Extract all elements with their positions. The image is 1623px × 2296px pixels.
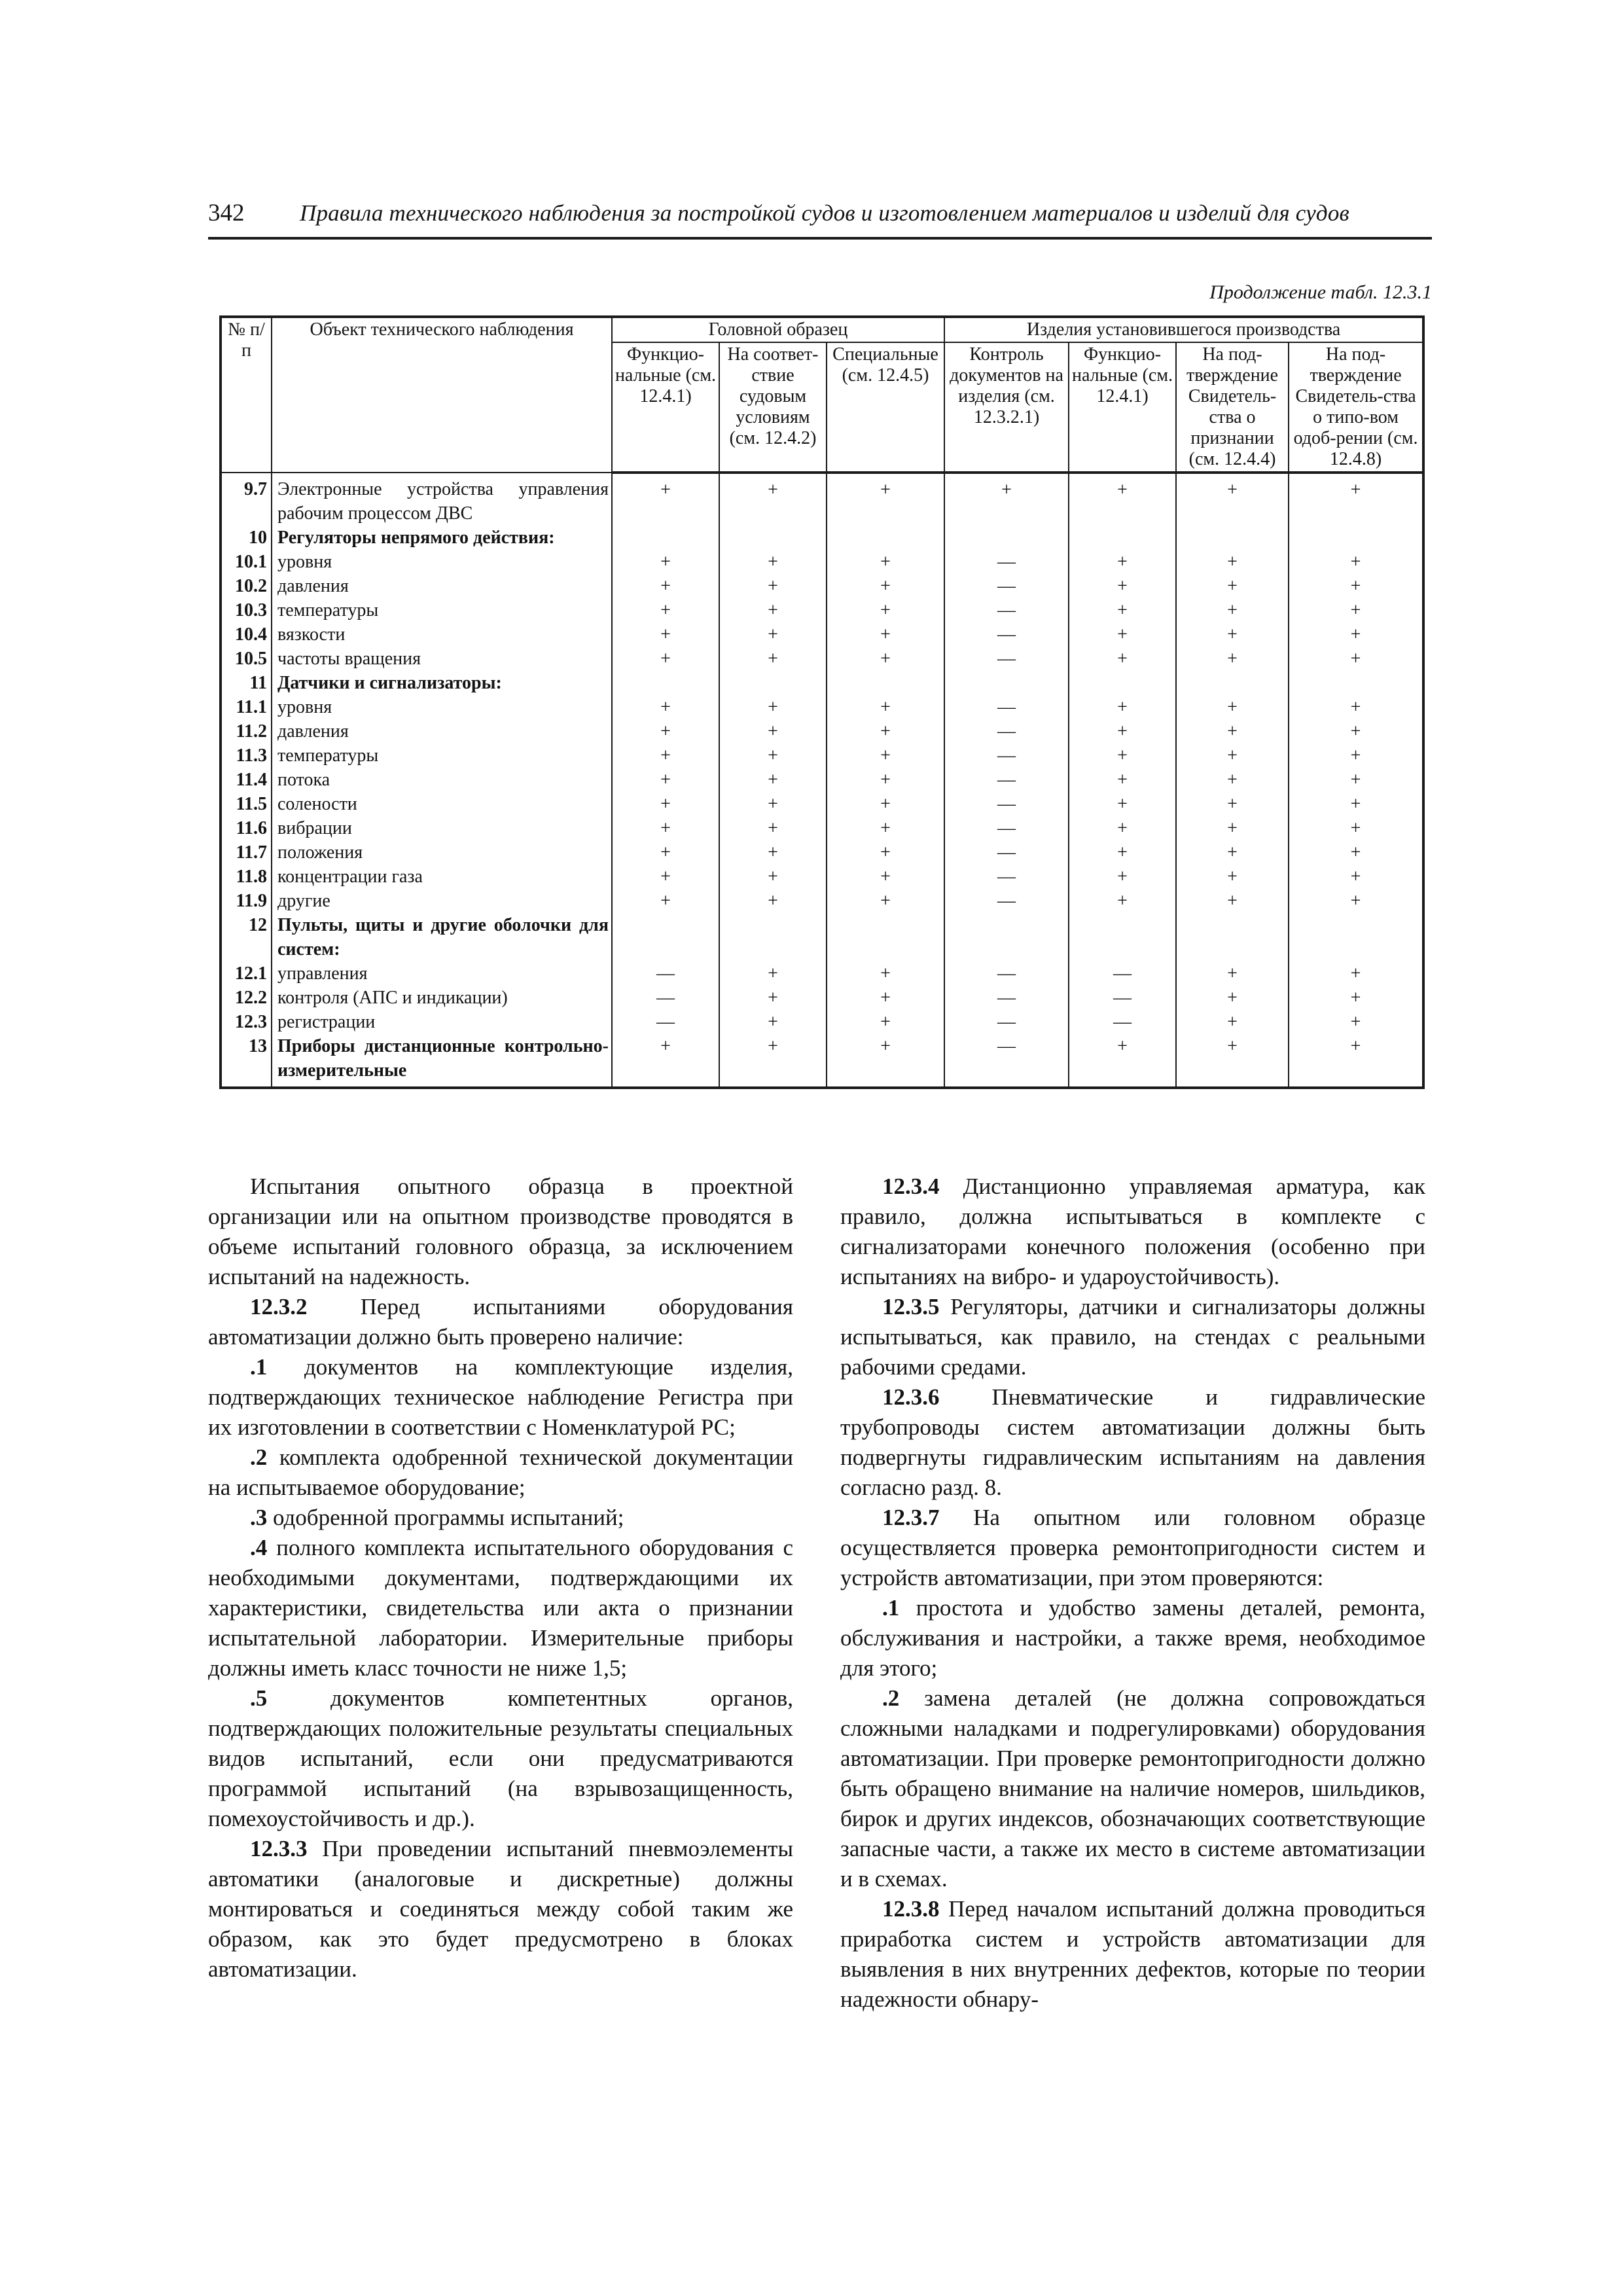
- clause-number: 12.3.3: [250, 1836, 308, 1861]
- clause-number: .1: [882, 1595, 900, 1621]
- row-mark: +: [612, 719, 719, 744]
- row-mark: +: [827, 550, 944, 574]
- row-mark: +: [827, 1010, 944, 1034]
- row-object: контроля (АПС и индикации): [272, 986, 612, 1010]
- row-mark: +: [719, 816, 827, 840]
- paragraph-text: Перед испытаниями оборудования автоматизации должно быть проверено наличие:: [208, 1294, 793, 1350]
- row-object: Регуляторы непрямого действия:: [272, 526, 612, 550]
- row-mark: +: [719, 719, 827, 744]
- row-mark: +: [1176, 768, 1289, 792]
- row-mark: —: [944, 1034, 1069, 1088]
- row-mark: +: [612, 792, 719, 816]
- row-mark: —: [944, 695, 1069, 719]
- row-mark: +: [1176, 986, 1289, 1010]
- row-mark: +: [1289, 695, 1423, 719]
- row-mark: —: [944, 574, 1069, 598]
- row-mark: +: [1069, 744, 1176, 768]
- row-mark: [612, 671, 719, 695]
- row-mark: +: [1289, 574, 1423, 598]
- row-mark: +: [1069, 1034, 1176, 1088]
- clause-number: 12.3.2: [250, 1294, 308, 1319]
- row-mark: [719, 913, 827, 961]
- row-mark: +: [1069, 647, 1176, 671]
- row-mark: —: [944, 719, 1069, 744]
- row-mark: +: [612, 473, 719, 526]
- row-object: давления: [272, 574, 612, 598]
- row-object: концентрации газа: [272, 865, 612, 889]
- paragraph: [840, 1593, 1425, 1683]
- paragraph: [208, 1172, 793, 1292]
- row-mark: [1069, 526, 1176, 550]
- row-number: 10: [221, 526, 272, 550]
- clause-number: 12.3.8: [882, 1896, 940, 1922]
- paragraph-text: Пневматические и гидравлические трубопроводы систем автоматизации должны быть подвергнуты гидравлическим испытаниям на давления согласно разд. 8.: [840, 1384, 1425, 1500]
- row-mark: +: [719, 792, 827, 816]
- row-object: Датчики и сигнализаторы:: [272, 671, 612, 695]
- header-group-serial: Изделия установившегося производства: [944, 317, 1423, 342]
- row-mark: +: [612, 744, 719, 768]
- row-object: уровня: [272, 550, 612, 574]
- row-mark: +: [1069, 865, 1176, 889]
- row-mark: +: [827, 840, 944, 865]
- row-mark: —: [944, 550, 1069, 574]
- paragraph: [208, 1533, 793, 1683]
- row-mark: +: [827, 719, 944, 744]
- paragraph: [208, 1683, 793, 1834]
- row-mark: +: [1176, 865, 1289, 889]
- paragraph-text: Дистанционно управляемая арматура, как правило, должна испытываться в комплекте с сигнализаторами конечного положения (особенно при испытаниях на вибро- и удароустойчивость).: [840, 1174, 1425, 1289]
- row-mark: +: [612, 768, 719, 792]
- paragraph-text: Перед началом испытаний должна проводиться приработка систем и устройств автоматизации для выявления в них внутренних дефектов, которые по теории надежности обнару-: [840, 1896, 1425, 2012]
- row-number: 12.2: [221, 986, 272, 1010]
- row-number: 11: [221, 671, 272, 695]
- table-row: [221, 1034, 1423, 1088]
- row-number: 10.2: [221, 574, 272, 598]
- row-mark: +: [612, 840, 719, 865]
- row-mark: +: [719, 986, 827, 1010]
- row-mark: +: [612, 816, 719, 840]
- row-object: температуры: [272, 598, 612, 622]
- row-mark: +: [612, 647, 719, 671]
- row-mark: —: [944, 792, 1069, 816]
- row-mark: [1069, 913, 1176, 961]
- row-mark: +: [612, 622, 719, 647]
- row-mark: +: [1069, 768, 1176, 792]
- clause-number: .4: [250, 1535, 268, 1560]
- row-mark: —: [944, 816, 1069, 840]
- row-mark: [719, 671, 827, 695]
- row-mark: +: [719, 1010, 827, 1034]
- row-mark: +: [827, 889, 944, 913]
- paragraph: [840, 1683, 1425, 1894]
- row-number: 13: [221, 1034, 272, 1088]
- paragraph-text: одобренной программы испытаний;: [267, 1505, 624, 1530]
- row-mark: +: [612, 889, 719, 913]
- running-title: Правила технического наблюдения за постройкой судов и изготовлением материалов и изделий для судов: [300, 200, 1349, 226]
- table-row: [221, 913, 1423, 961]
- row-mark: [719, 526, 827, 550]
- header-col-7: На под-тверждение Свидетель-ства о типо-вом одоб-рении (см. 12.4.8): [1289, 342, 1423, 473]
- table-row: [221, 647, 1423, 671]
- row-mark: +: [1176, 961, 1289, 986]
- row-number: 11.3: [221, 744, 272, 768]
- row-object: другие: [272, 889, 612, 913]
- row-mark: +: [1176, 647, 1289, 671]
- row-number: 9.7: [221, 473, 272, 526]
- row-mark: [1176, 913, 1289, 961]
- table-row: [221, 792, 1423, 816]
- row-mark: +: [1289, 550, 1423, 574]
- row-object: положения: [272, 840, 612, 865]
- row-mark: +: [827, 986, 944, 1010]
- row-number: 10.1: [221, 550, 272, 574]
- row-object: частоты вращения: [272, 647, 612, 671]
- left-text-column: [208, 1172, 793, 1984]
- table-body: [221, 473, 1423, 1088]
- row-mark: +: [719, 889, 827, 913]
- right-text-column: [840, 1172, 1425, 2015]
- header-col-5: Функцио-нальные (см. 12.4.1): [1069, 342, 1176, 473]
- row-mark: +: [612, 550, 719, 574]
- row-mark: +: [1176, 792, 1289, 816]
- table-row: [221, 574, 1423, 598]
- row-mark: +: [1069, 889, 1176, 913]
- row-mark: —: [944, 889, 1069, 913]
- row-mark: +: [1069, 622, 1176, 647]
- row-mark: +: [827, 865, 944, 889]
- row-object: уровня: [272, 695, 612, 719]
- row-mark: +: [719, 622, 827, 647]
- row-mark: +: [1069, 719, 1176, 744]
- row-number: 12: [221, 913, 272, 961]
- row-mark: +: [1069, 473, 1176, 526]
- row-mark: —: [944, 986, 1069, 1010]
- row-mark: +: [719, 744, 827, 768]
- row-mark: +: [1289, 744, 1423, 768]
- row-mark: —: [1069, 986, 1176, 1010]
- row-mark: +: [612, 598, 719, 622]
- row-mark: +: [827, 647, 944, 671]
- row-mark: +: [1289, 840, 1423, 865]
- row-mark: +: [1289, 1010, 1423, 1034]
- row-mark: +: [1176, 622, 1289, 647]
- paragraph: [840, 1503, 1425, 1593]
- paragraph: [840, 1382, 1425, 1503]
- row-mark: +: [1176, 816, 1289, 840]
- row-mark: +: [719, 647, 827, 671]
- row-number: 11.2: [221, 719, 272, 744]
- clause-number: 12.3.6: [882, 1384, 940, 1410]
- paragraph: [208, 1443, 793, 1503]
- table-row: [221, 671, 1423, 695]
- row-mark: +: [1289, 598, 1423, 622]
- row-mark: +: [1069, 816, 1176, 840]
- row-mark: +: [1289, 719, 1423, 744]
- row-mark: +: [1289, 622, 1423, 647]
- row-mark: +: [827, 816, 944, 840]
- row-mark: +: [612, 1034, 719, 1088]
- row-mark: +: [944, 473, 1069, 526]
- row-mark: +: [1176, 744, 1289, 768]
- row-mark: +: [1289, 473, 1423, 526]
- row-number: 11.1: [221, 695, 272, 719]
- row-number: 11.5: [221, 792, 272, 816]
- row-mark: +: [1289, 816, 1423, 840]
- header-col-6: На под-тверждение Свидетель-ства о признании (см. 12.4.4): [1176, 342, 1289, 473]
- row-mark: —: [1069, 961, 1176, 986]
- row-mark: —: [944, 744, 1069, 768]
- row-mark: +: [827, 1034, 944, 1088]
- row-mark: —: [612, 986, 719, 1010]
- row-number: 10.3: [221, 598, 272, 622]
- row-number: 11.8: [221, 865, 272, 889]
- row-mark: —: [944, 840, 1069, 865]
- row-number: 10.4: [221, 622, 272, 647]
- row-number: 11.4: [221, 768, 272, 792]
- row-mark: +: [1069, 550, 1176, 574]
- row-mark: —: [944, 961, 1069, 986]
- row-number: 11.6: [221, 816, 272, 840]
- row-mark: +: [827, 574, 944, 598]
- header-object: Объект технического наблюдения: [272, 317, 612, 473]
- table-caption: Продолжение табл. 12.3.1: [1209, 281, 1432, 303]
- row-object: регистрации: [272, 1010, 612, 1034]
- row-mark: —: [612, 1010, 719, 1034]
- row-number: 12.3: [221, 1010, 272, 1034]
- row-mark: [1289, 671, 1423, 695]
- row-mark: +: [719, 840, 827, 865]
- paragraph: [840, 1292, 1425, 1382]
- row-mark: +: [1289, 792, 1423, 816]
- table-row: [221, 961, 1423, 986]
- row-mark: +: [1176, 1010, 1289, 1034]
- paragraph: [840, 1894, 1425, 2015]
- row-mark: +: [1176, 840, 1289, 865]
- table-row: [221, 550, 1423, 574]
- row-mark: [944, 671, 1069, 695]
- row-mark: +: [719, 768, 827, 792]
- paragraph-text: Регуляторы, датчики и сигнализаторы должны испытываться, как правило, на стендах с реальными рабочими средами.: [840, 1294, 1425, 1380]
- table-row: [221, 816, 1423, 840]
- row-mark: +: [612, 865, 719, 889]
- paragraph-text: При проведении испытаний пневмоэлементы автоматики (аналоговые и дискретные) должны монтироваться и соединяться между собой таким же образом, как это будет предусмотрено в блоках автоматизации.: [208, 1836, 793, 1982]
- row-mark: [1069, 671, 1176, 695]
- row-mark: [944, 526, 1069, 550]
- clause-number: 12.3.5: [882, 1294, 940, 1319]
- row-mark: +: [827, 473, 944, 526]
- row-mark: +: [719, 865, 827, 889]
- table-row: [221, 473, 1423, 526]
- table-row: [221, 744, 1423, 768]
- row-mark: +: [719, 961, 827, 986]
- row-mark: +: [1176, 889, 1289, 913]
- row-number: 11.7: [221, 840, 272, 865]
- table-row: [221, 865, 1423, 889]
- row-object: температуры: [272, 744, 612, 768]
- clause-number: .2: [882, 1685, 900, 1711]
- header-col-1: Функцио-нальные (см. 12.4.1): [612, 342, 719, 473]
- row-mark: +: [1176, 695, 1289, 719]
- row-mark: —: [944, 598, 1069, 622]
- row-mark: +: [1289, 961, 1423, 986]
- row-mark: +: [827, 768, 944, 792]
- table-row: [221, 719, 1423, 744]
- row-mark: +: [827, 695, 944, 719]
- clause-number: 12.3.7: [882, 1505, 940, 1530]
- paragraph-text: документов компетентных органов, подтверждающих положительные результаты специальных видов испытаний, если они предусматриваются программой испытаний (на взрывозащищенность, помехоустойчивость и др.).: [208, 1685, 793, 1831]
- row-object: вязкости: [272, 622, 612, 647]
- row-mark: +: [1289, 1034, 1423, 1088]
- paragraph: [208, 1503, 793, 1533]
- table-row: [221, 1010, 1423, 1034]
- row-mark: [827, 671, 944, 695]
- paragraph-text: замена деталей (не должна сопровождаться сложными наладками и подрегулировками) оборудования автоматизации. При проверке ремонтопригодности должно быть обращено внимание на наличие номеров, шильдиков, бирок и других индексов, обозначающих соответствующие запасные части, а также их место в системе автоматизации и в схемах.: [840, 1685, 1425, 1892]
- table-row: [221, 598, 1423, 622]
- header-col-2: На соответ-ствие судовым условиям (см. 12.4.2): [719, 342, 827, 473]
- row-mark: +: [1289, 647, 1423, 671]
- row-mark: +: [1176, 719, 1289, 744]
- page-number: 342: [208, 200, 245, 226]
- row-object: управления: [272, 961, 612, 986]
- row-mark: +: [1176, 550, 1289, 574]
- row-mark: +: [1069, 840, 1176, 865]
- clause-number: .1: [250, 1354, 268, 1380]
- row-object: Пульты, щиты и другие оболочки для систем:: [272, 913, 612, 961]
- row-mark: [827, 913, 944, 961]
- row-mark: +: [1069, 598, 1176, 622]
- row-mark: +: [827, 622, 944, 647]
- table-row: [221, 840, 1423, 865]
- paragraph-text: комплекта одобренной технической документации на испытываемое оборудование;: [208, 1444, 793, 1500]
- row-mark: +: [1069, 695, 1176, 719]
- clause-number: .3: [250, 1505, 268, 1530]
- row-mark: +: [1176, 598, 1289, 622]
- row-number: 11.9: [221, 889, 272, 913]
- header-col-3: Специальные (см. 12.4.5): [827, 342, 944, 473]
- row-mark: —: [944, 622, 1069, 647]
- row-mark: +: [1176, 574, 1289, 598]
- paragraph-text: документов на комплектующие изделия, подтверждающих техническое наблюдение Регистра при их изготовлении в соответствии с Номенклатурой РС;: [208, 1354, 793, 1440]
- row-mark: —: [944, 647, 1069, 671]
- row-object: Приборы дистанционные контрольно-измерительные: [272, 1034, 612, 1088]
- table-row: [221, 695, 1423, 719]
- paragraph: [208, 1834, 793, 1984]
- table-row: [221, 986, 1423, 1010]
- row-mark: +: [612, 574, 719, 598]
- row-mark: +: [1289, 986, 1423, 1010]
- row-mark: +: [1289, 768, 1423, 792]
- page-header: [208, 196, 1432, 240]
- paragraph-text: полного комплекта испытательного оборудования с необходимыми документами, подтверждающими их характеристики, свидетельства или акта о признании испытательной лаборатории. Измерительные приборы должны иметь класс точности не ниже 1,5;: [208, 1535, 793, 1681]
- row-mark: +: [719, 1034, 827, 1088]
- row-mark: +: [1176, 473, 1289, 526]
- table-row: [221, 768, 1423, 792]
- row-mark: —: [1069, 1010, 1176, 1034]
- row-mark: +: [719, 695, 827, 719]
- row-mark: +: [827, 792, 944, 816]
- paragraph: [840, 1172, 1425, 1292]
- paragraph-text: простота и удобство замены деталей, ремонта, обслуживания и настройки, а также время, необходимое для этого;: [840, 1595, 1425, 1681]
- table-row: [221, 889, 1423, 913]
- inspection-table: [219, 315, 1425, 1089]
- row-mark: +: [1289, 865, 1423, 889]
- row-mark: +: [612, 695, 719, 719]
- row-mark: +: [1069, 574, 1176, 598]
- paragraph-text: Испытания опытного образца в проектной организации или на опытном производстве проводятся в объеме испытаний головного образца, за исключением испытаний на надежность.: [208, 1174, 793, 1289]
- row-number: 12.1: [221, 961, 272, 986]
- clause-number: .5: [250, 1685, 268, 1711]
- row-mark: +: [719, 473, 827, 526]
- row-mark: [827, 526, 944, 550]
- paragraph: [208, 1292, 793, 1352]
- row-mark: [1289, 526, 1423, 550]
- paragraph-text: На опытном или головном образце осуществляется проверка ремонтопригодности систем и устройств автоматизации, при этом проверяются:: [840, 1505, 1425, 1590]
- row-mark: [612, 526, 719, 550]
- row-object: солености: [272, 792, 612, 816]
- row-mark: +: [1069, 792, 1176, 816]
- clause-number: .2: [250, 1444, 268, 1470]
- row-number: 10.5: [221, 647, 272, 671]
- row-mark: +: [827, 961, 944, 986]
- row-mark: [944, 913, 1069, 961]
- row-object: давления: [272, 719, 612, 744]
- header-col-4: Контроль документов на изделия (см. 12.3.2.1): [944, 342, 1069, 473]
- clause-number: 12.3.4: [882, 1174, 940, 1199]
- row-mark: [1176, 526, 1289, 550]
- row-mark: +: [827, 744, 944, 768]
- header-num: № п/п: [221, 317, 272, 473]
- row-mark: +: [719, 598, 827, 622]
- row-object: потока: [272, 768, 612, 792]
- row-mark: +: [719, 550, 827, 574]
- row-mark: +: [827, 598, 944, 622]
- row-mark: +: [719, 574, 827, 598]
- row-object: вибрации: [272, 816, 612, 840]
- table-row: [221, 622, 1423, 647]
- row-mark: —: [944, 1010, 1069, 1034]
- paragraph: [208, 1352, 793, 1443]
- row-mark: —: [944, 768, 1069, 792]
- row-mark: +: [1289, 889, 1423, 913]
- row-mark: —: [944, 865, 1069, 889]
- row-mark: [1176, 671, 1289, 695]
- header-group-prototype: Головной образец: [612, 317, 944, 342]
- row-mark: —: [612, 961, 719, 986]
- row-mark: [1289, 913, 1423, 961]
- row-object: Электронные устройства управления рабочим процессом ДВС: [272, 473, 612, 526]
- row-mark: +: [1176, 1034, 1289, 1088]
- table-row: [221, 526, 1423, 550]
- row-mark: [612, 913, 719, 961]
